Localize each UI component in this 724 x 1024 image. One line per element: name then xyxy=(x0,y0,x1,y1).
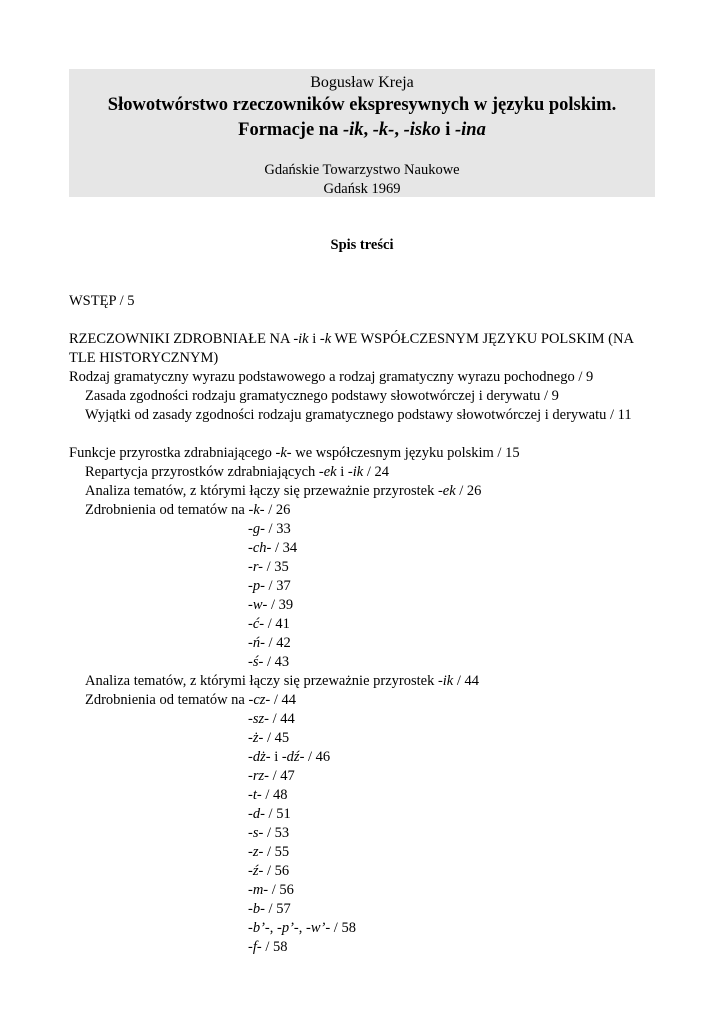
toc-entry-repartycja: Repartycja przyrostków zdrabniających -ek i -ik / 24 xyxy=(85,464,389,480)
toc-entry-wyjatki: Wyjątki od zasady zgodności rodzaju gramatycznego podstawy słowotwórczej i derywatu / 11 xyxy=(85,407,632,423)
toc-stem-entry: -ch- / 34 xyxy=(248,540,298,556)
toc-stem-entry: -ć- / 41 xyxy=(248,616,290,632)
title-box xyxy=(69,69,655,197)
author: Bogusław Kreja xyxy=(310,74,414,91)
toc-stem-entry: -z- / 55 xyxy=(248,844,290,860)
toc-stem-entry: -p- / 37 xyxy=(248,578,291,594)
toc-stem-entry: -sz- / 44 xyxy=(248,711,295,727)
toc-stem-entry: -ś- / 43 xyxy=(248,654,290,670)
toc-stem-entry: -g- / 33 xyxy=(248,521,291,537)
toc-stem-entry: -b’-, -p’-, -w’- / 58 xyxy=(248,920,356,936)
toc-entry-wstep: WSTĘP / 5 xyxy=(69,293,135,309)
book-title-line1: Słowotwórstwo rzeczowników ekspresywnych w języku polskim. xyxy=(107,95,617,115)
toc-entry-funkcje: Funkcje przyrostka zdrabniającego -k- we współczesnym języku polskim / 15 xyxy=(69,445,520,461)
toc-entry-analiza-ik: Analiza tematów, z którymi łączy się przeważnie przyrostek -ik / 44 xyxy=(85,673,480,689)
publisher: Gdańskie Towarzystwo Naukowe xyxy=(264,162,460,178)
toc-stem-entry: -rz- / 47 xyxy=(248,768,295,784)
book-title-line2: Formacje na -ik, -k-, -isko i -ina xyxy=(238,120,486,140)
toc-heading: Spis treści xyxy=(330,237,394,253)
toc-entry-part1: RZECZOWNIKI ZDROBNIAŁE NA -ik i -k WE WSPÓŁCZESNYM JĘZYKU POLSKIM (NA xyxy=(69,331,634,347)
toc-stem-entry: -w- / 39 xyxy=(248,597,294,613)
toc-stem-entry: -ź- / 56 xyxy=(248,863,290,879)
toc-stem-entry: -r- / 35 xyxy=(248,559,289,575)
toc-entry-zasada: Zasada zgodności rodzaju gramatycznego podstawy słowotwórczej i derywatu / 9 xyxy=(85,388,559,404)
toc-entry-rodzaj: Rodzaj gramatyczny wyrazu podstawowego a rodzaj gramatyczny wyrazu pochodnego / 9 xyxy=(69,369,594,385)
toc-stem-entry: -dż- i -dź- / 46 xyxy=(248,749,331,765)
place-year: Gdańsk 1969 xyxy=(323,181,401,197)
toc-stem-entry: -s- / 53 xyxy=(248,825,290,841)
toc-entry-zdrobnienia-cz: Zdrobnienia od tematów na -cz- / 44 xyxy=(85,692,297,708)
toc-stem-entry: -ż- / 45 xyxy=(248,730,290,746)
toc-stem-entry: -ń- / 42 xyxy=(248,635,291,651)
toc-stem-entry: -f- / 58 xyxy=(248,939,288,955)
toc-entry-zdrobnienia-k: Zdrobnienia od tematów na -k- / 26 xyxy=(85,502,291,518)
toc-entry-analiza-ek: Analiza tematów, z którymi łączy się przeważnie przyrostek -ek / 26 xyxy=(85,483,482,499)
toc-stem-entry: -b- / 57 xyxy=(248,901,291,917)
toc-stem-entry: -d- / 51 xyxy=(248,806,291,822)
toc-stem-entry: -t- / 48 xyxy=(248,787,288,803)
toc-entry-part1-cont: TLE HISTORYCZNYM) xyxy=(69,350,219,366)
toc-stem-entry: -m- / 56 xyxy=(248,882,294,898)
